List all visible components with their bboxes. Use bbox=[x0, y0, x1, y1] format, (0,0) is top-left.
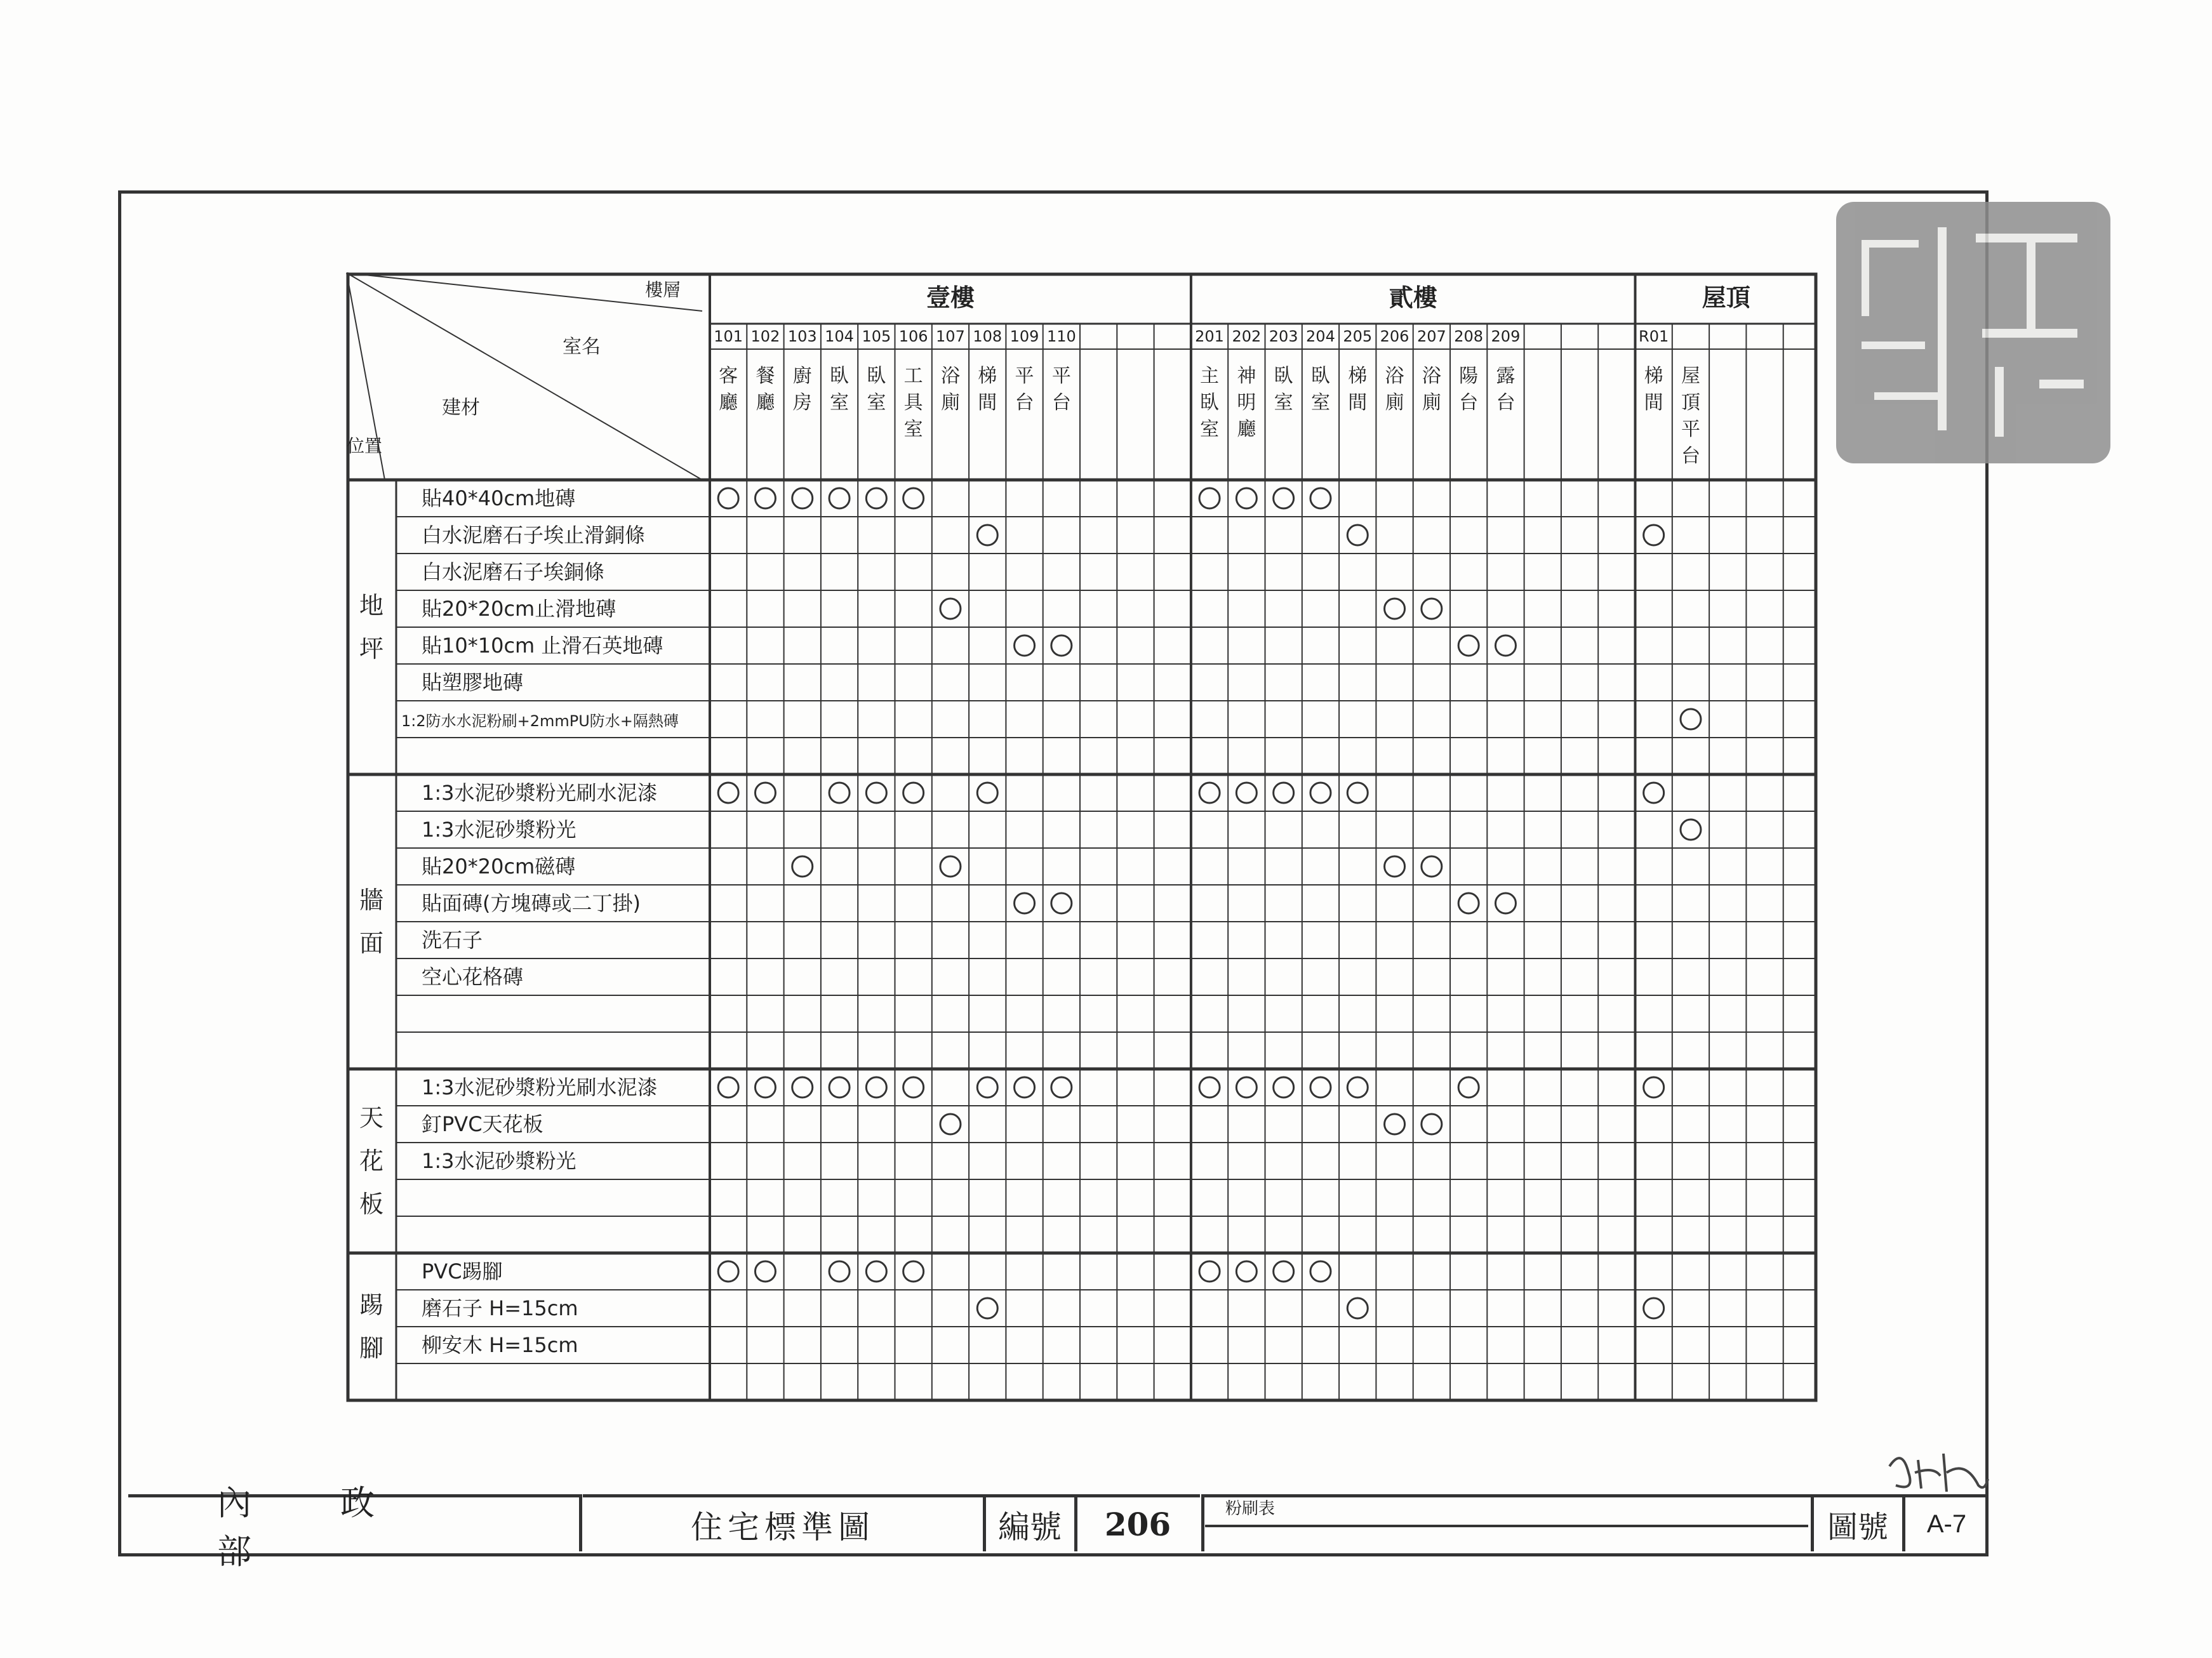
room-name: 廚 bbox=[792, 365, 812, 387]
room-name: 室 bbox=[867, 392, 886, 414]
check-mark bbox=[1644, 1298, 1664, 1318]
room-number: 204 bbox=[1306, 328, 1335, 345]
room-number: 202 bbox=[1232, 328, 1262, 345]
room-name: 梯 bbox=[1644, 365, 1663, 387]
check-mark bbox=[1422, 856, 1442, 877]
group-name: 面 bbox=[359, 929, 384, 957]
check-mark bbox=[866, 1261, 886, 1282]
check-mark bbox=[1274, 488, 1294, 508]
room-name: 間 bbox=[1644, 392, 1663, 414]
group-name: 地 bbox=[359, 592, 384, 620]
check-mark bbox=[940, 599, 961, 619]
check-mark bbox=[866, 783, 886, 803]
room-number: 208 bbox=[1454, 328, 1484, 345]
drawing-number-label: 圖號 bbox=[1813, 1494, 1902, 1551]
room-name: 台 bbox=[1051, 392, 1071, 414]
room-name: 臥 bbox=[1310, 365, 1330, 387]
check-mark bbox=[1458, 1077, 1479, 1098]
check-mark bbox=[1051, 635, 1072, 656]
check-mark bbox=[1274, 1261, 1294, 1282]
room-name: 浴 bbox=[1422, 365, 1441, 387]
room-name: 明 bbox=[1237, 392, 1256, 414]
check-mark bbox=[1051, 1077, 1072, 1098]
room-name: 客 bbox=[719, 365, 738, 387]
diagonal-line bbox=[347, 273, 702, 480]
material-label: 建材 bbox=[442, 397, 480, 419]
check-mark bbox=[977, 783, 997, 803]
check-mark bbox=[1274, 1077, 1294, 1098]
check-mark bbox=[1681, 819, 1701, 840]
room-name: 梯 bbox=[1348, 365, 1368, 387]
room-name: 間 bbox=[978, 392, 997, 414]
room-name: 臥 bbox=[867, 365, 886, 387]
material-row-label: 貼20*20cm止滑地磚 bbox=[422, 597, 616, 621]
material-row-label: 空心花格磚 bbox=[422, 965, 524, 989]
check-mark bbox=[903, 783, 924, 803]
floor-name: 壹樓 bbox=[926, 284, 975, 312]
room-number: 203 bbox=[1269, 328, 1298, 345]
room-name: 臥 bbox=[1274, 365, 1293, 387]
room-name: 浴 bbox=[1385, 365, 1404, 387]
check-mark bbox=[755, 1261, 775, 1282]
check-mark bbox=[1015, 635, 1035, 656]
check-mark bbox=[1347, 783, 1368, 803]
group-name: 天 bbox=[359, 1104, 384, 1132]
sheet-title: 粉刷表 bbox=[1225, 1499, 1276, 1518]
room-name: 餐 bbox=[756, 365, 775, 387]
check-mark bbox=[940, 1114, 961, 1134]
drawing-series: 住宅標準圖 bbox=[583, 1494, 983, 1551]
room-name: 神 bbox=[1237, 365, 1256, 387]
room-number: 107 bbox=[936, 328, 965, 345]
check-mark bbox=[1015, 1077, 1035, 1098]
room-name: 室 bbox=[830, 392, 849, 414]
check-mark bbox=[718, 1077, 738, 1098]
room-name: 平 bbox=[1681, 418, 1700, 441]
floor-name: 貳樓 bbox=[1389, 284, 1437, 312]
check-mark bbox=[829, 1261, 849, 1282]
room-name: 房 bbox=[792, 392, 812, 414]
check-mark bbox=[1199, 1077, 1220, 1098]
material-row-label: 1:2防水水泥粉刷+2mmPU防水+隔熱磚 bbox=[401, 712, 679, 730]
room-number: R01 bbox=[1639, 328, 1669, 345]
room-number: 205 bbox=[1343, 328, 1373, 345]
check-mark bbox=[1422, 1114, 1442, 1134]
check-mark bbox=[1236, 1077, 1256, 1098]
room-name: 室 bbox=[1274, 392, 1293, 414]
room-name: 室 bbox=[903, 418, 923, 441]
room-name: 台 bbox=[1681, 445, 1700, 467]
check-mark bbox=[1347, 525, 1368, 545]
material-row-label: 貼塑膠地磚 bbox=[422, 670, 524, 694]
check-mark bbox=[1310, 488, 1331, 508]
check-mark bbox=[1310, 783, 1331, 803]
room-number: 110 bbox=[1046, 328, 1076, 345]
room-number: 207 bbox=[1416, 328, 1446, 345]
check-mark bbox=[829, 783, 849, 803]
room-name: 廁 bbox=[1422, 392, 1441, 414]
material-row-label: 1:3水泥砂漿粉光 bbox=[422, 1149, 576, 1173]
room-name: 平 bbox=[1015, 365, 1034, 387]
seal-stamp bbox=[1836, 202, 2110, 463]
room-name: 廳 bbox=[1237, 418, 1256, 441]
material-row-label: PVC踢腳 bbox=[422, 1259, 503, 1283]
finish-schedule-table bbox=[347, 273, 1820, 1402]
check-mark bbox=[977, 525, 997, 545]
check-mark bbox=[1199, 488, 1220, 508]
check-mark bbox=[829, 1077, 849, 1098]
room-name: 陽 bbox=[1459, 365, 1479, 387]
room-name: 主 bbox=[1200, 365, 1220, 387]
room-number: 201 bbox=[1195, 328, 1224, 345]
check-mark bbox=[1310, 1077, 1331, 1098]
check-mark bbox=[1422, 599, 1442, 619]
check-mark bbox=[1236, 1261, 1256, 1282]
check-mark bbox=[977, 1077, 997, 1098]
material-row-label: 貼40*40cm地磚 bbox=[422, 486, 576, 510]
material-row-label: 1:3水泥砂漿粉光 bbox=[422, 818, 576, 842]
room-name: 工 bbox=[903, 365, 923, 387]
code-label: 編號 bbox=[985, 1494, 1074, 1551]
material-row-label: 白水泥磨石子埃止滑銅條 bbox=[422, 523, 646, 547]
check-mark bbox=[829, 488, 849, 508]
check-mark bbox=[1495, 635, 1516, 656]
group-name: 花 bbox=[359, 1147, 384, 1175]
check-mark bbox=[866, 1077, 886, 1098]
check-mark bbox=[1458, 635, 1479, 656]
check-mark bbox=[1644, 525, 1664, 545]
check-mark bbox=[1385, 599, 1405, 619]
check-mark bbox=[755, 783, 775, 803]
room-number: 102 bbox=[750, 328, 780, 345]
room-name: 頂 bbox=[1681, 392, 1700, 414]
room-number: 109 bbox=[1009, 328, 1039, 345]
floor-label: 樓層 bbox=[645, 279, 681, 300]
material-row-label: 白水泥磨石子埃銅條 bbox=[422, 560, 605, 584]
check-mark bbox=[903, 1077, 924, 1098]
group-name: 踢 bbox=[359, 1291, 384, 1319]
check-mark bbox=[1199, 783, 1220, 803]
room-number: 108 bbox=[973, 328, 1003, 345]
check-mark bbox=[1495, 893, 1516, 913]
material-row-label: 釘PVC天花板 bbox=[422, 1112, 543, 1136]
sheet-title-box bbox=[1204, 1494, 1811, 1551]
group-name: 牆 bbox=[359, 886, 384, 914]
room-name: 間 bbox=[1348, 392, 1368, 414]
check-mark bbox=[1385, 856, 1405, 877]
material-row-label: 貼面磚(方塊磚或二丁掛) bbox=[422, 891, 641, 915]
check-mark bbox=[792, 488, 813, 508]
room-label: 室名 bbox=[563, 336, 601, 358]
check-mark bbox=[1681, 709, 1701, 729]
material-row-label: 柳安木 H=15cm bbox=[422, 1333, 578, 1357]
check-mark bbox=[1310, 1261, 1331, 1282]
check-mark bbox=[792, 856, 813, 877]
check-mark bbox=[940, 856, 961, 877]
check-mark bbox=[718, 783, 738, 803]
room-name: 浴 bbox=[940, 365, 960, 387]
room-number: 106 bbox=[898, 328, 928, 345]
material-row-label: 貼20*20cm磁磚 bbox=[422, 854, 576, 879]
room-name: 臥 bbox=[1200, 392, 1220, 414]
material-row-label: 1:3水泥砂漿粉光刷水泥漆 bbox=[422, 1075, 658, 1099]
room-name: 室 bbox=[1200, 418, 1220, 441]
check-mark bbox=[1458, 893, 1479, 913]
check-mark bbox=[718, 488, 738, 508]
check-mark bbox=[1015, 893, 1035, 913]
group-name: 腳 bbox=[359, 1334, 384, 1362]
group-name: 坪 bbox=[359, 635, 384, 663]
check-mark bbox=[1644, 783, 1664, 803]
material-row-label: 洗石子 bbox=[422, 928, 483, 952]
room-name: 廳 bbox=[719, 392, 738, 414]
room-name: 露 bbox=[1496, 365, 1516, 387]
room-number: 209 bbox=[1491, 328, 1521, 345]
room-name: 廁 bbox=[1385, 392, 1404, 414]
check-mark bbox=[792, 1077, 813, 1098]
group-name: 板 bbox=[359, 1190, 384, 1218]
material-row-label: 1:3水泥砂漿粉光刷水泥漆 bbox=[422, 781, 658, 805]
check-mark bbox=[903, 488, 924, 508]
room-number: 104 bbox=[825, 328, 854, 345]
room-name: 台 bbox=[1015, 392, 1034, 414]
room-name: 屋 bbox=[1681, 365, 1700, 387]
check-mark bbox=[1347, 1077, 1368, 1098]
check-mark bbox=[1236, 783, 1256, 803]
check-mark bbox=[1274, 783, 1294, 803]
room-name: 廳 bbox=[756, 392, 775, 414]
title-divider bbox=[579, 1494, 582, 1551]
room-number: 101 bbox=[714, 328, 743, 345]
check-mark bbox=[1051, 893, 1072, 913]
check-mark bbox=[1199, 1261, 1220, 1282]
check-mark bbox=[977, 1298, 997, 1318]
room-name: 室 bbox=[1310, 392, 1330, 414]
floor-name: 屋頂 bbox=[1702, 284, 1750, 312]
check-mark bbox=[1644, 1077, 1664, 1098]
check-mark bbox=[903, 1261, 924, 1282]
check-mark bbox=[1347, 1298, 1368, 1318]
room-number: 103 bbox=[787, 328, 817, 345]
check-mark bbox=[755, 1077, 775, 1098]
room-name: 平 bbox=[1051, 365, 1071, 387]
material-row-label: 磨石子 H=15cm bbox=[422, 1296, 578, 1320]
check-mark bbox=[1385, 1114, 1405, 1134]
ministry-name: 內政部 bbox=[128, 1494, 579, 1551]
drawing-number: A-7 bbox=[1905, 1494, 1989, 1551]
check-mark bbox=[755, 488, 775, 508]
room-name: 台 bbox=[1459, 392, 1479, 414]
material-row-label: 貼10*10cm 止滑石英地磚 bbox=[422, 633, 663, 658]
handwritten-signature bbox=[1883, 1441, 1991, 1504]
code-value: 206 bbox=[1076, 1494, 1200, 1551]
room-name: 臥 bbox=[830, 365, 849, 387]
room-number: 206 bbox=[1380, 328, 1409, 345]
room-name: 廁 bbox=[940, 392, 960, 414]
room-name: 台 bbox=[1496, 392, 1516, 414]
position-label: 位置 bbox=[347, 435, 383, 456]
room-number: 105 bbox=[862, 328, 891, 345]
room-name: 梯 bbox=[978, 365, 997, 387]
check-mark bbox=[1236, 488, 1256, 508]
check-mark bbox=[718, 1261, 738, 1282]
room-name: 具 bbox=[903, 392, 923, 414]
sheet-title-rule bbox=[1205, 1525, 1808, 1527]
check-mark bbox=[866, 488, 886, 508]
